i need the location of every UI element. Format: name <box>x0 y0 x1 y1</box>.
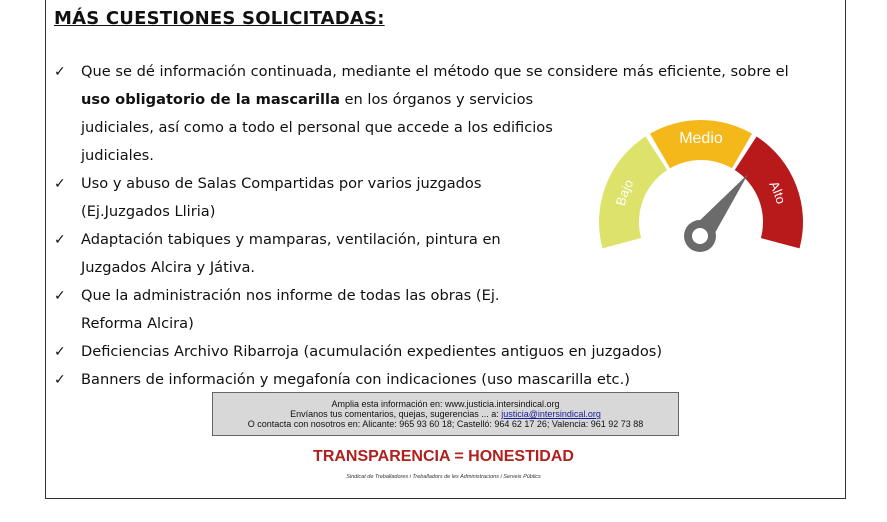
list-item-line: Juzgados Alcira y Játiva. <box>81 259 256 276</box>
info-website: Amplia esta información en: www.justicia.intersindical.org <box>331 399 560 409</box>
list-item <box>54 338 834 366</box>
gauge-segment-low <box>599 136 667 248</box>
check-icon: ✓ <box>54 344 66 360</box>
gauge-label-low: Bajo <box>612 176 637 208</box>
check-icon: ✓ <box>54 372 66 388</box>
gauge-needle-icon <box>684 174 748 252</box>
list-item-line: Que se dé información continuada, mediante el método que se considere más eficiente, sobre el <box>81 63 789 80</box>
info-phones: O contacta con nosotros en: Alicante: 965 93 60 18; Castelló: 964 62 17 26; Valencia: 961 92 73 88 <box>247 419 644 429</box>
check-icon: ✓ <box>54 288 66 304</box>
list-item-line: Banners de información y megafonía con indicaciones (uso mascarilla etc.) <box>81 371 630 388</box>
list-item-line: Deficiencias Archivo Ribarroja (acumulación expedientes antiguos en juzgados) <box>81 343 663 360</box>
list-item <box>54 366 834 394</box>
list-item-line: Reforma Alcira) <box>81 315 194 332</box>
page-title: MÁS CUESTIONES SOLICITADAS: <box>54 8 385 29</box>
check-icon: ✓ <box>54 232 66 248</box>
contact-info-box <box>212 392 679 436</box>
check-icon: ✓ <box>54 176 66 192</box>
list-item-line: Uso y abuso de Salas Compartidas por varios juzgados <box>81 175 482 192</box>
check-icon: ✓ <box>54 64 66 80</box>
bold-phrase: uso obligatorio de la mascarilla <box>81 91 340 108</box>
list-item-line: judiciales. <box>81 147 154 164</box>
info-email-line: Envíanos tus comentarios, quejas, sugerencias ... a: justicia@intersindical.org <box>290 409 601 419</box>
gauge-label-high: Alto <box>766 178 789 206</box>
list-item-line: Que la administración nos informe de todas las obras (Ej. <box>81 287 500 304</box>
list-item-line: judiciales, así como a todo el personal que accede a los edificios <box>81 119 553 136</box>
gauge-segment-high <box>735 136 803 248</box>
list-item-line: (Ej.Juzgados Lliria) <box>81 203 216 220</box>
union-footer: Sindicat de Treballadores i Treballadors de les Administracions i Serveis Públics <box>346 474 541 480</box>
email-link[interactable]: justicia@intersindical.org <box>501 409 601 419</box>
gauge-label-mid: Medio <box>679 130 723 147</box>
slogan: TRANSPARENCIA = HONESTIDAD <box>313 448 574 465</box>
list-item-line: Adaptación tabiques y mamparas, ventilación, pintura en <box>81 231 501 248</box>
risk-gauge-icon <box>596 112 806 252</box>
list-item <box>54 282 834 338</box>
list-item-line: uso obligatorio de la mascarilla en los órganos y servicios <box>81 91 534 108</box>
